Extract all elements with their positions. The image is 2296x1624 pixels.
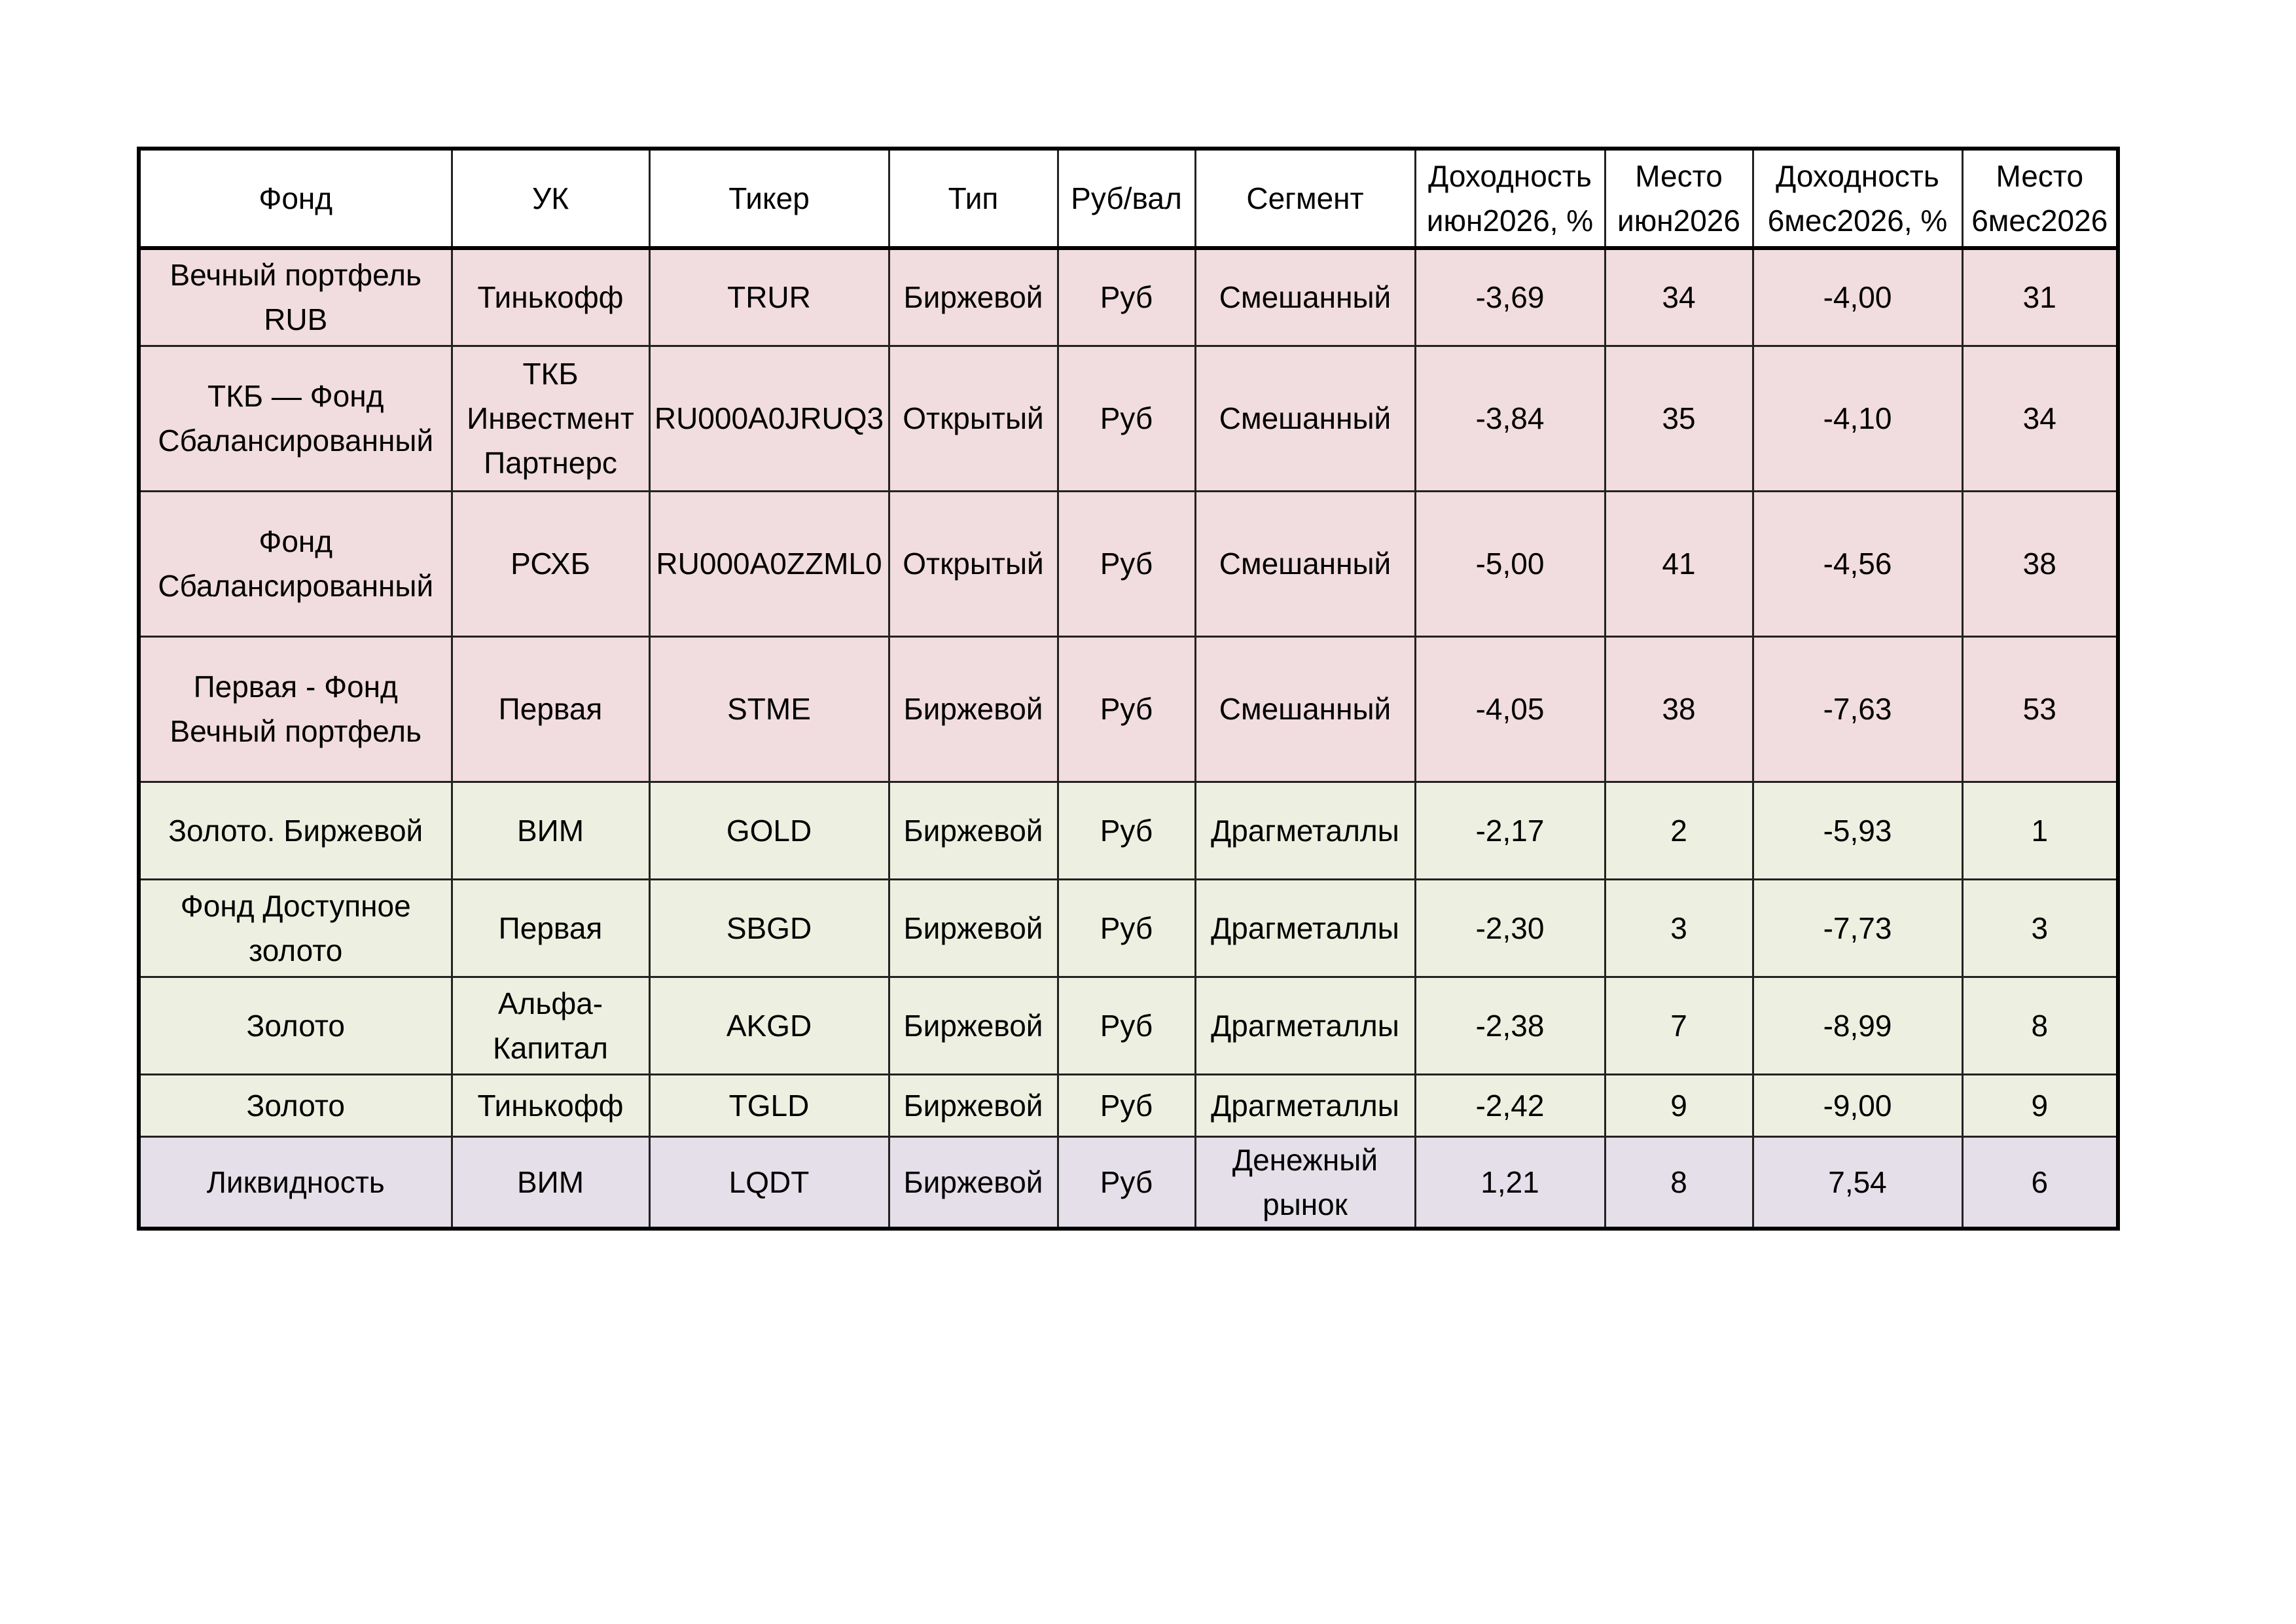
cell-segment: Драгметаллы (1195, 879, 1415, 977)
cell-rank-6m: 3 (1962, 879, 2118, 977)
fund-returns-table (137, 147, 2120, 1231)
cell-segment: Драгметаллы (1195, 977, 1415, 1074)
header-manager: УК (452, 149, 649, 248)
header-rank-6m: Место 6мес2026 (1962, 149, 2118, 248)
header-type: Тип (889, 149, 1058, 248)
header-rank-june: Место июн2026 (1605, 149, 1753, 248)
cell-fund: Золото. Биржевой (139, 782, 452, 879)
cell-segment: Смешанный (1195, 491, 1415, 636)
cell-rank-6m: 31 (1962, 248, 2118, 346)
table-row (139, 346, 2118, 491)
cell-return-june: -3,69 (1415, 248, 1605, 346)
cell-manager: Первая (452, 879, 649, 977)
cell-manager: ВИМ (452, 782, 649, 879)
cell-return-june: -5,00 (1415, 491, 1605, 636)
fund-table-container (137, 147, 2120, 1231)
header-return-6m: Доходность 6мес2026, % (1753, 149, 1962, 248)
cell-rank-6m: 53 (1962, 636, 2118, 782)
cell-segment: Смешанный (1195, 346, 1415, 491)
table-row (139, 977, 2118, 1074)
cell-rank-june: 41 (1605, 491, 1753, 636)
cell-fund: Фонд Доступное золото (139, 879, 452, 977)
cell-return-6m: -7,63 (1753, 636, 1962, 782)
cell-currency: Руб (1058, 248, 1195, 346)
table-row (139, 491, 2118, 636)
cell-manager: Альфа- Капитал (452, 977, 649, 1074)
cell-ticker: RU000A0ZZML0 (649, 491, 889, 636)
cell-ticker: STME (649, 636, 889, 782)
cell-return-6m: -9,00 (1753, 1074, 1962, 1136)
table-row (139, 879, 2118, 977)
cell-rank-june: 2 (1605, 782, 1753, 879)
cell-return-6m: -5,93 (1753, 782, 1962, 879)
cell-fund: Фонд Сбалансированный (139, 491, 452, 636)
cell-rank-6m: 9 (1962, 1074, 2118, 1136)
cell-currency: Руб (1058, 491, 1195, 636)
cell-manager: ВИМ (452, 1136, 649, 1229)
cell-rank-june: 9 (1605, 1074, 1753, 1136)
cell-type: Открытый (889, 346, 1058, 491)
cell-rank-6m: 8 (1962, 977, 2118, 1074)
header-segment: Сегмент (1195, 149, 1415, 248)
cell-type: Биржевой (889, 1074, 1058, 1136)
cell-return-6m: -8,99 (1753, 977, 1962, 1074)
cell-rank-june: 7 (1605, 977, 1753, 1074)
cell-segment: Денежный рынок (1195, 1136, 1415, 1229)
cell-currency: Руб (1058, 636, 1195, 782)
cell-segment: Драгметаллы (1195, 782, 1415, 879)
cell-fund: Первая - Фонд Вечный портфель (139, 636, 452, 782)
cell-rank-6m: 1 (1962, 782, 2118, 879)
cell-rank-june: 35 (1605, 346, 1753, 491)
cell-return-june: -2,38 (1415, 977, 1605, 1074)
cell-ticker: AKGD (649, 977, 889, 1074)
cell-manager: Тинькофф (452, 1074, 649, 1136)
cell-ticker: RU000A0JRUQ3 (649, 346, 889, 491)
cell-segment: Смешанный (1195, 636, 1415, 782)
cell-currency: Руб (1058, 879, 1195, 977)
cell-return-june: -3,84 (1415, 346, 1605, 491)
cell-return-june: -2,42 (1415, 1074, 1605, 1136)
cell-rank-june: 34 (1605, 248, 1753, 346)
table-row (139, 1136, 2118, 1229)
cell-return-june: -2,17 (1415, 782, 1605, 879)
cell-return-6m: -7,73 (1753, 879, 1962, 977)
cell-manager: РСХБ (452, 491, 649, 636)
table-row (139, 636, 2118, 782)
cell-fund: Золото (139, 977, 452, 1074)
cell-type: Биржевой (889, 248, 1058, 346)
cell-return-6m: 7,54 (1753, 1136, 1962, 1229)
cell-manager: Первая (452, 636, 649, 782)
cell-fund: ТКБ — Фонд Сбалансированный (139, 346, 452, 491)
cell-type: Биржевой (889, 1136, 1058, 1229)
cell-rank-6m: 38 (1962, 491, 2118, 636)
cell-type: Биржевой (889, 636, 1058, 782)
cell-fund: Ликвидность (139, 1136, 452, 1229)
cell-currency: Руб (1058, 1074, 1195, 1136)
cell-return-6m: -4,10 (1753, 346, 1962, 491)
cell-type: Биржевой (889, 782, 1058, 879)
cell-ticker: SBGD (649, 879, 889, 977)
cell-ticker: GOLD (649, 782, 889, 879)
cell-currency: Руб (1058, 782, 1195, 879)
cell-manager: Тинькофф (452, 248, 649, 346)
header-fund: Фонд (139, 149, 452, 248)
table-row (139, 248, 2118, 346)
cell-fund: Золото (139, 1074, 452, 1136)
cell-currency: Руб (1058, 346, 1195, 491)
cell-ticker: TGLD (649, 1074, 889, 1136)
cell-return-6m: -4,56 (1753, 491, 1962, 636)
header-ticker: Тикер (649, 149, 889, 248)
cell-rank-june: 8 (1605, 1136, 1753, 1229)
cell-rank-6m: 6 (1962, 1136, 2118, 1229)
header-row (139, 149, 2118, 248)
cell-ticker: TRUR (649, 248, 889, 346)
header-return-june: Доходность июн2026, % (1415, 149, 1605, 248)
cell-ticker: LQDT (649, 1136, 889, 1229)
cell-type: Открытый (889, 491, 1058, 636)
cell-segment: Драгметаллы (1195, 1074, 1415, 1136)
cell-return-6m: -4,00 (1753, 248, 1962, 346)
cell-type: Биржевой (889, 879, 1058, 977)
cell-return-june: -4,05 (1415, 636, 1605, 782)
cell-currency: Руб (1058, 1136, 1195, 1229)
header-currency: Руб/вал (1058, 149, 1195, 248)
table-row (139, 782, 2118, 879)
cell-manager: ТКБ Инвестмент Партнерс (452, 346, 649, 491)
cell-rank-june: 3 (1605, 879, 1753, 977)
cell-rank-june: 38 (1605, 636, 1753, 782)
cell-currency: Руб (1058, 977, 1195, 1074)
cell-fund: Вечный портфель RUB (139, 248, 452, 346)
cell-return-june: -2,30 (1415, 879, 1605, 977)
cell-segment: Смешанный (1195, 248, 1415, 346)
cell-rank-6m: 34 (1962, 346, 2118, 491)
table-row (139, 1074, 2118, 1136)
cell-return-june: 1,21 (1415, 1136, 1605, 1229)
cell-type: Биржевой (889, 977, 1058, 1074)
